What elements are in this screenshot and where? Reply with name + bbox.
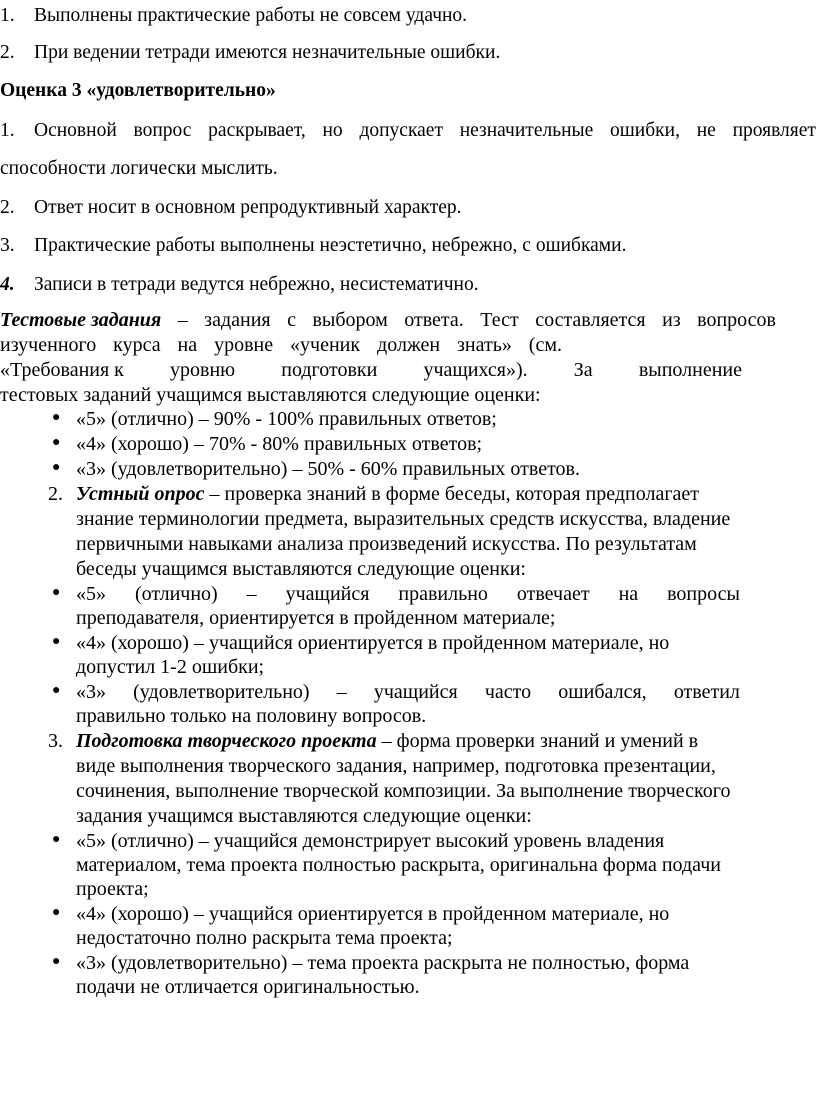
w: на	[618, 583, 639, 605]
grade-item: «4» (хорошо) – 70% - 80% правильных ответов;	[76, 433, 483, 455]
grade-item-continuation: материалом, тема проекта полностью раскрыта, оригинальна форма подачи	[76, 854, 721, 876]
w: часто	[484, 681, 532, 703]
w: уровне	[214, 334, 274, 356]
w: учащихся»).	[423, 359, 528, 381]
w: проявляет	[732, 120, 816, 141]
w: (отлично)	[134, 583, 218, 605]
bullet: ●	[52, 435, 61, 450]
grade-item-continuation: допустил 1-2 ошибки;	[76, 656, 265, 678]
w: (см.	[528, 334, 562, 356]
paragraph-line	[76, 729, 698, 753]
w: с	[287, 309, 296, 331]
grade-item-continuation: недостаточно полно раскрыта тема проекта;	[76, 927, 453, 949]
paragraph-line: тестовых заданий учащимся выставляются следующие оценки:	[0, 384, 541, 406]
paragraph-line	[0, 358, 742, 382]
paragraph-line: беседы учащимся выставляются следующие оценки:	[76, 558, 526, 580]
w: выполнение	[638, 359, 742, 381]
paragraph-line: задания учащимся выставляются следующие оценки:	[76, 805, 532, 827]
justified-line	[34, 119, 816, 143]
w: из	[662, 309, 681, 331]
w: уровню	[170, 359, 236, 381]
w: вопрос	[133, 120, 192, 141]
list-number: 4.	[0, 274, 15, 295]
w: не	[696, 120, 716, 141]
paragraph-line	[0, 308, 776, 332]
w: должен	[377, 334, 441, 356]
w: но	[322, 120, 343, 141]
w: За	[573, 359, 593, 381]
list-number: 2.	[48, 483, 63, 505]
w: –	[246, 583, 257, 605]
w: –	[336, 681, 347, 703]
bullet: ●	[52, 410, 61, 425]
w: незначительные	[459, 120, 594, 141]
w: «5»	[76, 583, 106, 605]
w: вопросов	[697, 309, 776, 331]
w: «ученик	[290, 334, 361, 356]
bullet: ●	[52, 634, 61, 649]
paragraph-line: виде выполнения творческого задания, например, подготовка презентации,	[76, 755, 716, 777]
list-text: Записи в тетради ведутся небрежно, несистематично.	[34, 274, 479, 295]
w: Тест	[480, 309, 519, 331]
grade-item: «5» (отлично) – 90% - 100% правильных ответов;	[76, 408, 497, 430]
list-number: 3.	[0, 235, 15, 256]
w: Основной	[34, 120, 117, 141]
grade-item: «4» (хорошо) – учащийся ориентируется в пройденном материале, но	[76, 632, 670, 654]
list-number: 1.	[0, 5, 15, 26]
w: учащийся	[285, 583, 370, 605]
w: ошибки,	[610, 120, 680, 141]
text: – форма проверки знаний и умений в	[376, 730, 699, 752]
w: раскрывает,	[208, 120, 306, 141]
list-number: 1.	[0, 120, 15, 141]
w: выбором	[312, 309, 388, 331]
bullet: ●	[52, 460, 61, 475]
paragraph-line: знание терминологии предмета, выразительных средств искусства, владение	[76, 508, 731, 530]
w: «Требования к	[0, 359, 124, 381]
w: подготовки	[281, 359, 378, 381]
grade-item: «3» (удовлетворительно) – 50% - 60% правильных ответов.	[76, 458, 580, 480]
grade-item	[76, 582, 740, 606]
term-tests: Тестовые задания	[0, 309, 162, 331]
w: ошибался,	[558, 681, 647, 703]
grade-item: «3» (удовлетворительно) – тема проекта раскрыта не полностью, форма	[76, 952, 690, 974]
section-heading: Оценка 3 «удовлетворительно»	[0, 80, 276, 101]
w: составляется	[535, 309, 646, 331]
grade-item: «5» (отлично) – учащийся демонстрирует высокий уровень владения	[76, 830, 665, 852]
paragraph-line: первичными навыками анализа произведений искусства. По результатам	[76, 533, 697, 555]
w: учащийся	[373, 681, 458, 703]
grade-item-continuation: правильно только на половину вопросов.	[76, 705, 427, 727]
w: правильно	[398, 583, 488, 605]
w: отвечает	[516, 583, 590, 605]
list-text-continuation: способности логически мыслить.	[0, 158, 278, 179]
term-oral: Устный опрос	[76, 483, 205, 505]
grade-item-continuation: проекта;	[76, 878, 149, 900]
list-text: При ведении тетради имеются незначительные ошибки.	[34, 42, 501, 63]
w: вопросы	[667, 583, 740, 605]
paragraph-line: сочинения, выполнение творческой композиции. За выполнение творческого	[76, 780, 731, 802]
w: на	[177, 334, 198, 356]
w: ответил	[673, 681, 740, 703]
bullet: ●	[52, 954, 61, 969]
list-number: 2.	[0, 197, 15, 218]
list-text: Ответ носит в основном репродуктивный характер.	[34, 197, 462, 218]
paragraph-line	[0, 333, 562, 357]
list-number: 2.	[0, 42, 15, 63]
w: допускает	[359, 120, 443, 141]
w: задания	[204, 309, 271, 331]
paragraph-line	[76, 482, 699, 506]
list-text: Практические работы выполнены неэстетично, небрежно, с ошибками.	[34, 235, 627, 256]
term-project: Подготовка творческого проекта	[76, 730, 377, 752]
grade-item: «4» (хорошо) – учащийся ориентируется в пройденном материале, но	[76, 903, 670, 925]
grade-item-continuation: преподавателя, ориентируется в пройденном материале;	[76, 607, 556, 629]
w: «3»	[76, 681, 106, 703]
w: знать»	[457, 334, 512, 356]
w: (удовлетворительно)	[133, 681, 310, 703]
bullet: ●	[52, 905, 61, 920]
list-text	[34, 119, 816, 143]
w: ответа.	[404, 309, 464, 331]
bullet: ●	[52, 683, 61, 698]
w: курса	[113, 334, 161, 356]
w: –	[177, 309, 188, 331]
grade-item	[76, 680, 740, 704]
list-number: 3.	[48, 730, 63, 752]
w: изученного	[0, 334, 97, 356]
grade-item-continuation: подачи не отличается оригинальностью.	[76, 976, 420, 998]
text: – проверка знаний в форме беседы, которая предполагает	[204, 483, 700, 505]
list-text: Выполнены практические работы не совсем удачно.	[34, 5, 468, 26]
bullet: ●	[52, 832, 61, 847]
bullet: ●	[52, 585, 61, 600]
